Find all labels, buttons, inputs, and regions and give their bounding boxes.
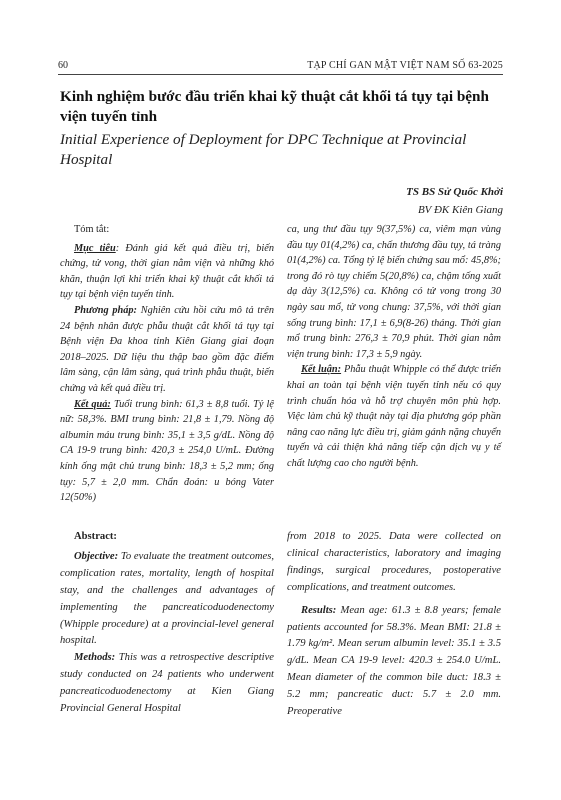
en-results-paragraph xyxy=(287,603,501,721)
vi-abstract-heading: Tóm tắt: xyxy=(74,224,110,235)
en-methods-continued: from 2018 to 2025. Data were collected on clinical characteristics, laboratory and imaging findings, surgical procedures, postoperative complications, and treatment outcomes. xyxy=(287,531,501,593)
vi-abstract-right-column xyxy=(287,222,501,472)
page-number: 60 xyxy=(58,60,68,71)
en-abstract-right-column xyxy=(287,529,501,721)
vi-objective-label: Mục tiêu xyxy=(74,242,116,254)
en-methods-paragraph xyxy=(60,650,274,718)
author-block xyxy=(406,186,503,216)
en-objective-label: Objective: xyxy=(74,550,119,562)
en-objective-text: To evaluate the treatment outcomes, complication rates, mortality, length of hospital stay, and the challenges and advantages of implementing the pancreaticoduodenectomy (Whipple procedure) at a provincial-level general hospital. xyxy=(60,550,274,647)
journal-title: TẠP CHÍ GAN MẬT VIỆT NAM SỐ 63-2025 xyxy=(307,60,503,71)
vi-abstract-left-column xyxy=(60,222,274,506)
en-methods-text: This was a retrospective descriptive study conducted on 24 patients who underwent pancreaticoduodenectomy at Kien Giang Provincial General Hospital xyxy=(60,652,274,715)
en-methods-label: Methods: xyxy=(74,652,116,664)
vi-methods-text: Nghiên cứu hồi cứu mô tả trên 24 bệnh nhân được phẫu thuật cắt khối tá tụy tại Bệnh viện Đa khoa tỉnh Kiên Giang giai đoạn 2018–2025. Dữ liệu thu thập bao gồm đặc điểm lâm sàng, cận lâm sàng, quá trình phẫu thuật, biến chứng và kết quả điều trị. xyxy=(60,304,274,394)
article-title-vietnamese: Kinh nghiệm bước đầu triển khai kỹ thuật cắt khối tá tụy tại bệnh viện tuyến tỉnh xyxy=(60,88,489,125)
vi-conclusion-paragraph xyxy=(287,362,501,471)
running-header xyxy=(58,56,503,75)
en-results-label: Results: xyxy=(301,604,337,616)
vi-methods-label: Phương pháp: xyxy=(74,304,137,316)
vi-objective-text: : Đánh giá kết quả điều trị, biến chứng, tử vong, thời gian nằm viện và những khó khăn, thuận lợi khi triển khai kỹ thuật cắt khối tá tụy tại bệnh viện tuyến tỉnh. xyxy=(60,242,274,301)
vi-conclusion-label: Kết luận: xyxy=(301,364,342,376)
vi-results-text: Tuổi trung bình: 61,3 ± 8,8 tuổi. Tỷ lệ nữ: 58,3%. BMI trung bình: 21,8 ± 1,79. Nồng độ albumin máu trung bình: 35,1 ± 3,5 g/dL. Nồng độ CA 19-9 trung bình: 420,3 ± 254,0 U/mL. Đường kính ống mật chủ trung bình: 18,3 ± 5,2 mm; ống tụy: 5,7 ± 2,0 mm. Chẩn đoán: u bóng Vater 12(50%) xyxy=(60,398,274,504)
vi-results-paragraph xyxy=(60,397,274,506)
vi-methods-paragraph xyxy=(60,303,274,397)
author-name: TS BS Sử Quốc Khởi xyxy=(406,186,503,198)
vi-results-continued: ca, ung thư đầu tụy 9(37,5%) ca, viêm mạn vùng đầu tụy 01(4,2%) ca, chấn thương đầu tụy, tá tràng 01(4,2%) ca. Tổng tỷ lệ biến chứng sau mổ: 45,8%; trong đó rò tụy chiếm 5(20,8%) ca, chậm tống xuất dạ dày 3(12,5%) ca. Không có tử vong trong 30 ngày sau mổ, tử vong chung: 37,5%, với thời gian sống trung bình: 17,1 ± 6,9(8-26) tháng. Thời gian mổ trung bình: 276,3 ± 70,9 phút. Thời gian nằm viện trung bình: 17,3 ± 5,9 ngày. xyxy=(287,224,501,360)
vi-results-label: Kết quả: xyxy=(74,398,111,410)
en-objective-paragraph xyxy=(60,549,274,650)
en-results-text: Mean age: 61.3 ± 8.8 years; female patients accounted for 58.3%. Mean BMI: 21.8 ± 1.79 kg/m². Mean serum albumin level: 35.1 ± 3.5 g/dL. Mean CA 19-9 level: 420.3 ± 254.0 U/mL. Mean diameter of the common bile duct: 18.3 ± 5.2 mm; pancreatic duct: 5.7 ± 2.0 mm. Preoperative xyxy=(287,604,501,718)
vi-conclusion-text: Phẫu thuật Whipple có thể được triển khai an toàn tại bệnh viện tuyến tỉnh nếu có quy trình chuẩn hóa và hỗ trợ chuyên môn phù hợp. Việc làm chủ kỹ thuật này tại địa phương góp phần nâng cao năng lực điều trị, giảm gánh nặng chuyển tuyến và cải thiện khả năng tiếp cận dịch vụ y tế chất lượng cao cho người bệnh. xyxy=(287,364,502,469)
en-abstract-left-column xyxy=(60,529,274,718)
author-affiliation: BV ĐK Kiên Giang xyxy=(417,204,503,216)
article-title-english: Initial Experience of Deployment for DPC Technique at Provincial Hospital xyxy=(60,131,467,168)
vi-objective-paragraph xyxy=(60,241,274,303)
en-abstract-heading: Abstract: xyxy=(74,531,117,542)
